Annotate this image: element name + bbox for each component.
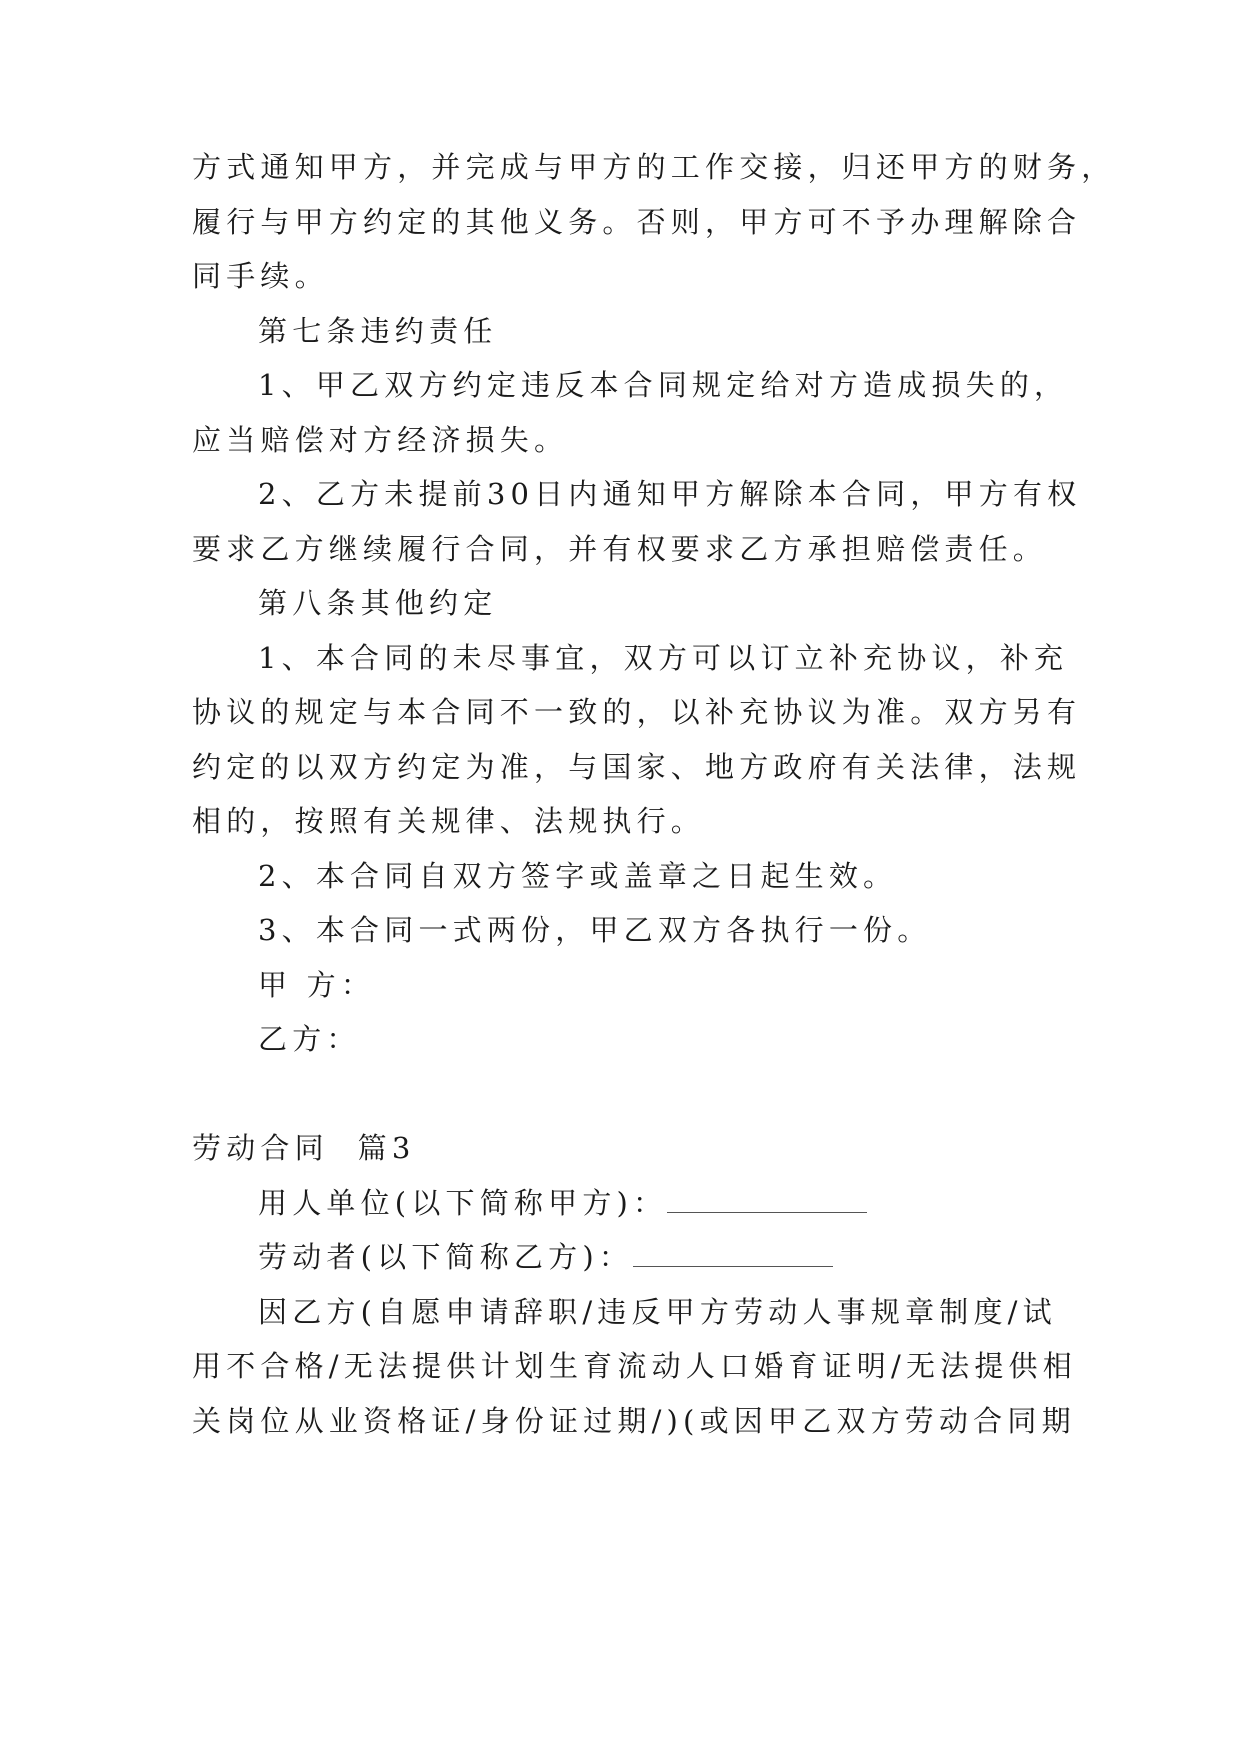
final-paragraph-line: 因乙方(自愿申请辞职/违反甲方劳动人事规章制度/试 [258,1295,1057,1329]
employee-blank-field [633,1244,833,1267]
paragraph-line: 同手续。 [192,259,329,293]
article-8-item-1-line: 相的，按照有关规律、法规执行。 [192,804,706,838]
article-7-heading: 第七条违约责任 [258,314,498,348]
article-8-item-1-line: 约定的以双方约定为准，与国家、地方政府有关法律，法规 [192,750,1082,784]
paragraph-line: 履行与甲方约定的其他义务。否则，甲方可不予办理解除合 [192,205,1082,239]
employer-label: 用人单位(以下简称甲方)： [258,1186,668,1220]
party-b-label: 乙方： [258,1022,361,1056]
final-paragraph-line: 用不合格/无法提供计划生育流动人口婚育证明/无法提供相 [192,1349,1077,1383]
article-7-item-1-line: 应当赔偿对方经济损失。 [192,423,569,457]
party-a-label: 甲 方： [258,968,376,1002]
paragraph-line: 方式通知甲方，并完成与甲方的工作交接，归还甲方的财务， [192,150,1116,184]
section-title: 劳动合同 篇3 [192,1131,416,1165]
article-8-item-1-line: 协议的规定与本合同不一致的，以补充协议为准。双方另有 [192,695,1082,729]
article-7-item-2-line: 要求乙方继续履行合同，并有权要求乙方承担赔偿责任。 [192,532,1048,566]
article-7-item-1-line: 1、甲乙双方约定违反本合同规定给对方造成损失的， [258,368,1069,402]
article-8-item-2: 2、本合同自双方签字或盖章之日起生效。 [258,859,898,893]
employer-line [258,1183,867,1223]
employee-line [258,1237,833,1277]
article-8-item-1-line: 1、本合同的未尽事宜，双方可以订立补充协议，补充 [258,641,1069,675]
article-7-item-2-line: 2、乙方未提前30日内通知甲方解除本合同，甲方有权 [258,477,1082,511]
final-paragraph-line: 关岗位从业资格证/身份证过期/)(或因甲乙双方劳动合同期 [192,1404,1076,1438]
employer-blank-field [667,1190,867,1213]
article-8-item-3: 3、本合同一式两份，甲乙双方各执行一份。 [258,913,932,947]
employee-label: 劳动者(以下简称乙方)： [258,1240,634,1274]
article-8-heading: 第八条其他约定 [258,586,498,620]
